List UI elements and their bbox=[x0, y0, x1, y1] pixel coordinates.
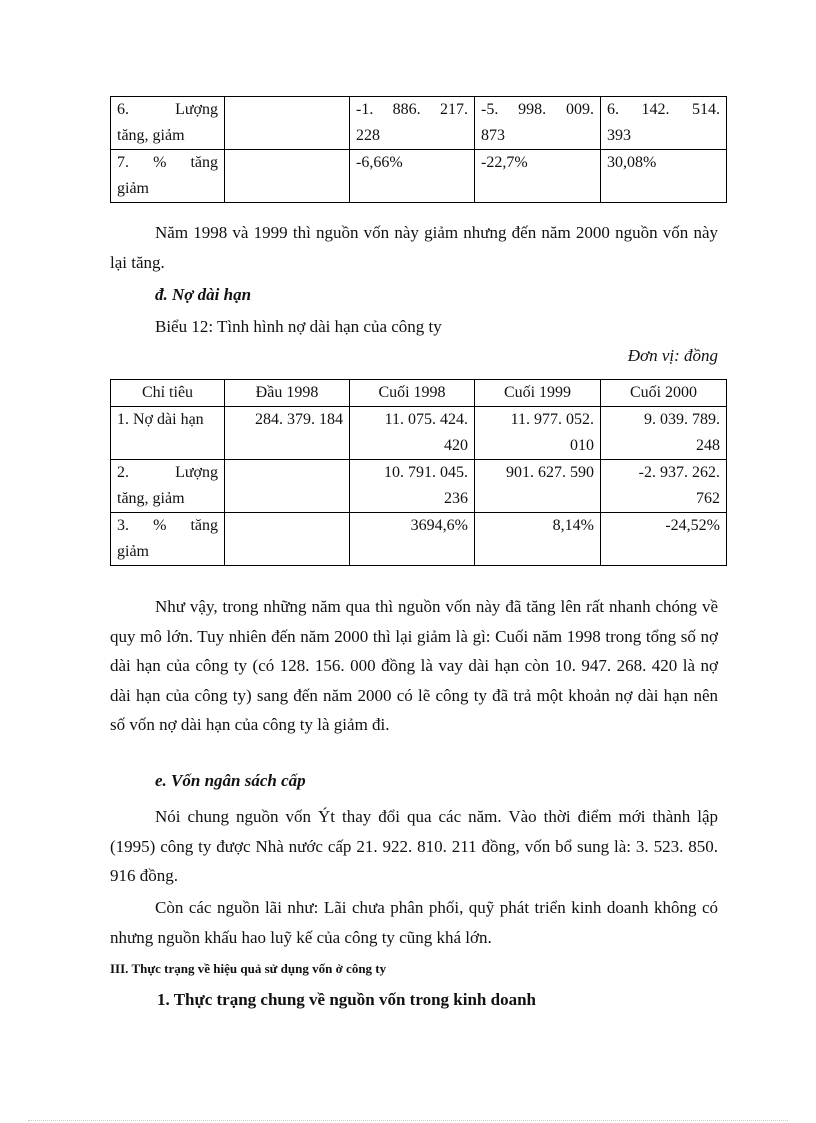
section-heading-iii: III. Thực trạng về hiệu quả sử dụng vốn ở công ty bbox=[110, 961, 387, 976]
table-cell: -1. 886. 217. 228 bbox=[350, 97, 475, 150]
table-cell: -5. 998. 009. 873 bbox=[475, 97, 601, 150]
row-label: 3. % tăng giảm bbox=[111, 513, 225, 566]
table-row bbox=[111, 150, 727, 203]
section-heading-e: e. Vốn ngân sách cấp bbox=[155, 771, 306, 790]
table-cell: 11. 075. 424. 420 bbox=[350, 407, 475, 460]
section-heading-d: đ. Nợ dài hạn bbox=[155, 285, 252, 304]
column-header: Cuối 1998 bbox=[350, 380, 475, 407]
unit-note: Đơn vị: đồng bbox=[627, 346, 718, 365]
column-header: Chỉ tiêu bbox=[111, 380, 225, 407]
page-bottom-rule bbox=[28, 1120, 788, 1121]
paragraph: Còn các nguồn lãi như: Lãi chưa phân phối, quỹ phát triển kinh doanh không có nhưng nguồn khấu hao luỹ kế của công ty cũng khá lớn. bbox=[110, 898, 718, 947]
table-cell: 8,14% bbox=[475, 513, 601, 566]
table-cell: 9. 039. 789. 248 bbox=[601, 407, 727, 460]
paragraph: Như vậy, trong những năm qua thì nguồn vốn này đã tăng lên rất nhanh chóng về quy mô lớn. Tuy nhiên đến năm 2000 thì lại giảm là gì: Cuối năm 1998 trong tổng số nợ dài hạn của công ty (có 128. 156. 000 đồng là vay dài hạn còn 10. 947. 268. 420 là nợ dài hạn của công ty) sang đến năm 2000 có lẽ công ty đã trả một khoản nợ dài hạn nên số vốn nợ dài hạn của công ty là giảm đi. bbox=[110, 597, 718, 734]
table-cell: 30,08% bbox=[601, 150, 727, 203]
table-cell: 11. 977. 052. 010 bbox=[475, 407, 601, 460]
table-header-row bbox=[111, 380, 727, 407]
table-row bbox=[111, 513, 727, 566]
table-cell: -2. 937. 262. 762 bbox=[601, 460, 727, 513]
table-cell: -24,52% bbox=[601, 513, 727, 566]
table-cell bbox=[225, 460, 350, 513]
row-label: 2. Lượng tăng, giảm bbox=[111, 460, 225, 513]
column-header: Cuối 2000 bbox=[601, 380, 727, 407]
table-cell bbox=[225, 513, 350, 566]
table-caption: Biểu 12: Tình hình nợ dài hạn của công ty bbox=[155, 317, 442, 336]
row-label: 1. Nợ dài hạn bbox=[111, 407, 225, 460]
table-cell: 284. 379. 184 bbox=[225, 407, 350, 460]
table-cell: 3694,6% bbox=[350, 513, 475, 566]
table-cell: 10. 791. 045. 236 bbox=[350, 460, 475, 513]
subsection-heading-1: 1. Thực trạng chung về nguồn vốn trong kinh doanh bbox=[157, 990, 536, 1009]
table-cell bbox=[225, 97, 350, 150]
table-row bbox=[111, 460, 727, 513]
row-label: 7. % tăng giảm bbox=[111, 150, 225, 203]
table-cell: 901. 627. 590 bbox=[475, 460, 601, 513]
table-row bbox=[111, 407, 727, 460]
table-row bbox=[111, 97, 727, 150]
table-cell: -6,66% bbox=[350, 150, 475, 203]
paragraph: Nói chung nguồn vốn Ýt thay đổi qua các năm. Vào thời điểm mới thành lập (1995) công ty được Nhà nước cấp 21. 922. 810. 211 đồng, vốn bổ sung là: 3. 523. 850. 916 đồng. bbox=[110, 807, 718, 885]
table-continuation bbox=[110, 96, 727, 203]
table-cell bbox=[225, 150, 350, 203]
long-term-debt-table bbox=[110, 379, 727, 566]
table-cell: -22,7% bbox=[475, 150, 601, 203]
row-label: 6. Lượng tăng, giảm bbox=[111, 97, 225, 150]
column-header: Đầu 1998 bbox=[225, 380, 350, 407]
paragraph: Năm 1998 và 1999 thì nguồn vốn này giảm nhưng đến năm 2000 nguồn vốn này lại tăng. bbox=[110, 223, 718, 272]
column-header: Cuối 1999 bbox=[475, 380, 601, 407]
table-cell: 6. 142. 514. 393 bbox=[601, 97, 727, 150]
